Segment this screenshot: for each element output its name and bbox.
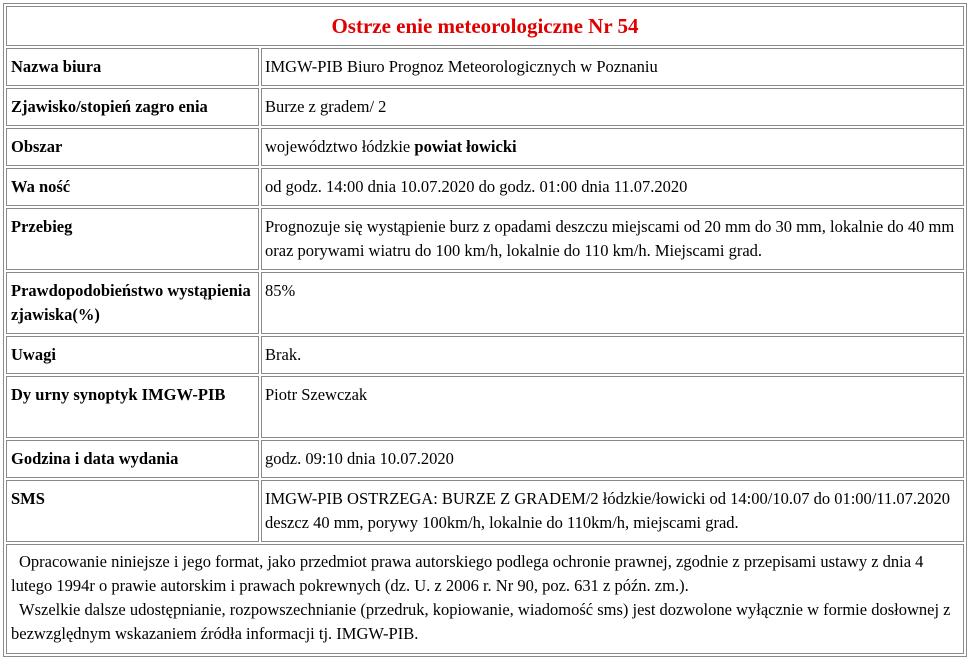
course-value: Prognozuje się wystąpienie burz z opadami deszczu miejscami od 20 mm do 30 mm, lokalnie do 40 mm oraz porywami wiatru do 100 km/h, lokalnie do 110 km/h. Miejscami grad. (261, 208, 964, 270)
remarks-label: Uwagi (6, 336, 259, 374)
course-label: Przebieg (6, 208, 259, 270)
row-issued (6, 440, 964, 478)
area-value (261, 128, 964, 166)
row-remarks (6, 336, 964, 374)
warning-document (3, 3, 967, 657)
issued-label: Godzina i data wydania (6, 440, 259, 478)
office-label: Nazwa biura (6, 48, 259, 86)
copyright-notice: Opracowanie niniejsze i jego format, jako przedmiot prawa autorskiego podlega ochronie prawnej, zgodnie z przepisami ustawy z dnia 4 lutego 1994r o prawie autorskim i prawach pokrewnych (dz. U. z 2006 r. Nr 90, poz. 631 z późn. zm.). (11, 552, 924, 595)
warning-title (6, 6, 964, 46)
row-course (6, 208, 964, 270)
remarks-value: Brak. (261, 336, 964, 374)
area-county: powiat łowicki (414, 137, 517, 156)
office-value: IMGW-PIB Biuro Prognoz Meteorologicznych w Poznaniu (261, 48, 964, 86)
validity-label: Wa ność (6, 168, 259, 206)
probability-label: Prawdopodobieństwo wystąpienia zjawiska(%) (6, 272, 259, 334)
warning-details-table (4, 46, 966, 544)
area-voivodeship: województwo łódzkie (265, 137, 415, 156)
phenomenon-value: Burze z gradem/ 2 (261, 88, 964, 126)
row-probability (6, 272, 964, 334)
warning-title-text: Ostrze enie meteorologiczne Nr 54 (331, 13, 639, 38)
validity-value: od godz. 14:00 dnia 10.07.2020 do godz. 01:00 dnia 11.07.2020 (261, 168, 964, 206)
forecaster-value: Piotr Szewczak (261, 376, 964, 438)
sms-label: SMS (6, 480, 259, 542)
row-area (6, 128, 964, 166)
area-label: Obszar (6, 128, 259, 166)
forecaster-label: Dy urny synoptyk IMGW-PIB (6, 376, 259, 438)
row-phenomenon (6, 88, 964, 126)
legal-notice (6, 544, 964, 654)
row-office (6, 48, 964, 86)
distribution-notice: Wszelkie dalsze udostępnianie, rozpowszechnianie (przedruk, kopiowanie, wiadomość sms) jest dozwolone wyłącznie w formie dosłownej z bezwzględnym wskazaniem źródła informacji tj. IMGW-PIB. (11, 600, 951, 643)
sms-value: IMGW-PIB OSTRZEGA: BURZE Z GRADEM/2 łódzkie/łowicki od 14:00/10.07 do 01:00/11.07.2020 deszcz 40 mm, porywy 100km/h, lokalnie do 110km/h, miejscami grad. (261, 480, 964, 542)
row-validity (6, 168, 964, 206)
row-sms (6, 480, 964, 542)
row-forecaster (6, 376, 964, 438)
phenomenon-label: Zjawisko/stopień zagro enia (6, 88, 259, 126)
issued-value: godz. 09:10 dnia 10.07.2020 (261, 440, 964, 478)
probability-value: 85% (261, 272, 964, 334)
